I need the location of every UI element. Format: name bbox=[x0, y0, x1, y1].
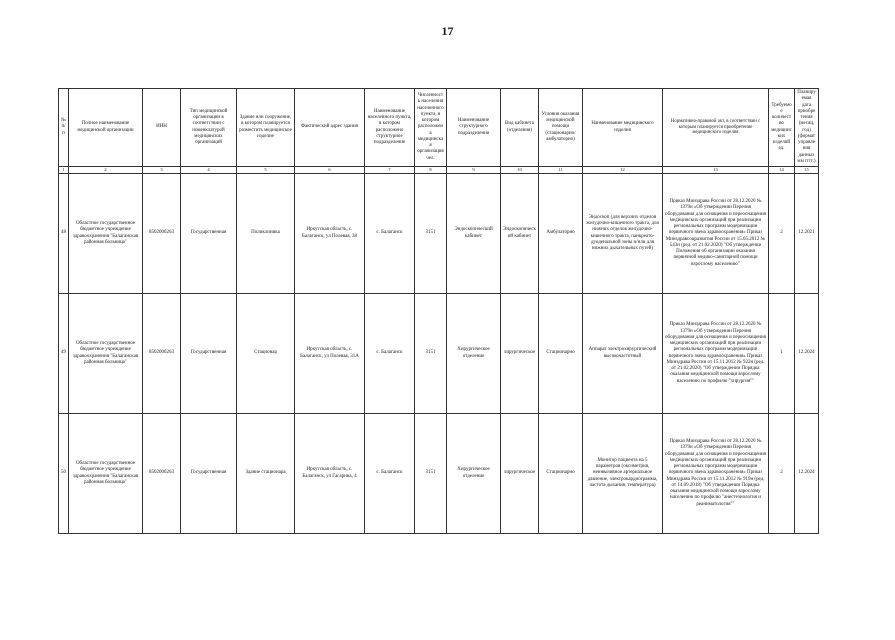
column-number: 4 bbox=[181, 167, 237, 174]
header-cell: № п/п bbox=[59, 89, 69, 167]
column-number: 13 bbox=[663, 167, 769, 174]
cell-cabinet: Эндоскопический кабинет bbox=[501, 174, 539, 294]
cell-inn: 8502000263 bbox=[143, 294, 181, 414]
header-cell: Планируемая дата приобретения (месяц, год) (формат управления данных мм гггг.) bbox=[795, 89, 819, 167]
cell-type: Государственная bbox=[181, 414, 237, 534]
column-number: 7 bbox=[365, 167, 415, 174]
cell-qty: 1 bbox=[769, 294, 795, 414]
cell-device: Эндоскоп (для верхних отделов желудочно-кишечного тракта, для нижних отделов желудочно-кишечного тракта, панкреато-дуоденальной зоны и/или для нижних дыхательных путей) bbox=[583, 174, 663, 294]
table-header-row bbox=[59, 89, 819, 167]
column-number: 3 bbox=[143, 167, 181, 174]
column-number: 11 bbox=[539, 167, 583, 174]
table-row bbox=[59, 174, 819, 294]
cell-org: Областное государственное бюджетное учреждение здравоохранения "Балаганская районная больница" bbox=[69, 294, 143, 414]
cell-num: 48 bbox=[59, 174, 69, 294]
header-cell: Наименование населенного пункта, в котором расположено структурное подразделение bbox=[365, 89, 415, 167]
cell-device: Аппарат электрохирургический высокочастотный bbox=[583, 294, 663, 414]
header-cell: Вид кабинета (отделения) bbox=[501, 89, 539, 167]
column-number: 14 bbox=[769, 167, 795, 174]
column-number-row bbox=[59, 167, 819, 174]
header-cell: Тип медицинской организации в соответствии с номенклатурой медицинских организаций bbox=[181, 89, 237, 167]
column-number: 1 bbox=[59, 167, 69, 174]
equipment-table bbox=[58, 88, 819, 534]
cell-locality: с. Балаганск bbox=[365, 414, 415, 534]
header-cell: Нормативно-правовой акт, в соответствии с которым планируется приобретение медицинского изделия bbox=[663, 89, 769, 167]
cell-unit: Хирургическое отделение bbox=[447, 294, 501, 414]
column-number: 10 bbox=[501, 167, 539, 174]
column-number: 8 bbox=[415, 167, 447, 174]
header-cell: Численность населения населенного пункта, в котором расположена медицинская организация чел. bbox=[415, 89, 447, 167]
cell-building: Стационар bbox=[237, 294, 295, 414]
cell-act: Приказ Минздрава России от 28.12.2020 № 1379н «Об утверждении Перечня оборудования для оснащения и переоснащения медицинских организаций при реализации региональных программ модернизации первичного звена здравоохранения» Приказ Минздрава России от 15.11.2012 № 922н (ред. от 21.02.2020) "Об утверждении Порядка оказания медицинской помощи взрослому населению по профилю "хирургия"" bbox=[663, 294, 769, 414]
cell-num: 50 bbox=[59, 414, 69, 534]
cell-cabinet: хирургическое bbox=[501, 294, 539, 414]
cell-conditions: Амбулаторно bbox=[539, 174, 583, 294]
table-row bbox=[59, 294, 819, 414]
cell-population: 3151 bbox=[415, 294, 447, 414]
cell-conditions: Стационарно bbox=[539, 414, 583, 534]
cell-inn: 8502000263 bbox=[143, 414, 181, 534]
cell-qty: 2 bbox=[769, 174, 795, 294]
header-cell: Полное наименование медицинской организации bbox=[69, 89, 143, 167]
cell-org: Областное государственное бюджетное учреждение здравоохранения "Балаганская районная больница" bbox=[69, 174, 143, 294]
table-row bbox=[59, 414, 819, 534]
column-number: 9 bbox=[447, 167, 501, 174]
cell-address: Иркутская область, с. Балаганск, ул Гагарина, 4 bbox=[295, 414, 365, 534]
header-cell: Фактический адрес здания bbox=[295, 89, 365, 167]
cell-act: Приказ Минздрава России от 28.12.2020 № 1379н «Об утверждении Перечня оборудования для оснащения и переоснащения медицинских организаций при реализации региональных программ модернизации первичного звена здравоохранения» Приказ Минздравсоцразвития России от 15.05.2012 № 543н (ред. от 21.02.2020) "Об утверждении Положения об организации оказания первичной медико-санитарной помощи взрослому населению" bbox=[663, 174, 769, 294]
header-cell: Здание или сооружение, в котором планируется разместить медицинское изделие bbox=[237, 89, 295, 167]
cell-population: 3151 bbox=[415, 174, 447, 294]
header-cell: Наименование медицинского изделия bbox=[583, 89, 663, 167]
cell-inn: 8502000263 bbox=[143, 174, 181, 294]
cell-type: Государственная bbox=[181, 174, 237, 294]
cell-device: Монитор пациента на 5 параметров (оксиметрия, неинвазивное артериальное давление, электрокардиограмма, частота дыхания, температура) bbox=[583, 414, 663, 534]
cell-num: 49 bbox=[59, 294, 69, 414]
cell-type: Государственная bbox=[181, 294, 237, 414]
header-cell: Требуемое количество медицинских изделий ед. bbox=[769, 89, 795, 167]
cell-date: 12.2024 bbox=[795, 414, 819, 534]
header-cell: Условия оказания медицинской помощи (стационарно/амбулаторно) bbox=[539, 89, 583, 167]
cell-date: 12.2024 bbox=[795, 294, 819, 414]
cell-building: Здание стационара bbox=[237, 414, 295, 534]
cell-act: Приказ Минздрава России от 28.12.2020 № 1379н «Об утверждении Перечня оборудования для оснащения и переоснащения медицинских организаций при реализации региональных программ модернизации первичного звена здравоохранения» Приказ Минздрава России от 15.11.2012 № 919н (ред. от 14.09.2018) "Об утверждении Порядка оказания медицинской помощи взрослому населению по профилю "анестезиология и реаниматология"" bbox=[663, 414, 769, 534]
cell-locality: с. Балаганск bbox=[365, 174, 415, 294]
cell-date: 12.2021 bbox=[795, 174, 819, 294]
cell-unit: Эндоскопический кабинет bbox=[447, 174, 501, 294]
column-number: 5 bbox=[237, 167, 295, 174]
column-number: 6 bbox=[295, 167, 365, 174]
cell-conditions: Стационарно bbox=[539, 294, 583, 414]
cell-cabinet: хирургическое bbox=[501, 414, 539, 534]
cell-address: Иркутская область, с. Балаганск, ул Полевая, 31А bbox=[295, 294, 365, 414]
cell-population: 3151 bbox=[415, 414, 447, 534]
cell-unit: Хирургическое отделение bbox=[447, 414, 501, 534]
column-number: 2 bbox=[69, 167, 143, 174]
column-number: 12 bbox=[583, 167, 663, 174]
header-cell: Наименование структурного подразделения bbox=[447, 89, 501, 167]
header-cell: ИНН bbox=[143, 89, 181, 167]
cell-locality: с. Балаганск bbox=[365, 294, 415, 414]
column-number: 15 bbox=[795, 167, 819, 174]
cell-qty: 2 bbox=[769, 414, 795, 534]
cell-org: Областное государственное бюджетное учреждение здравоохранения "Балаганская районная больница" bbox=[69, 414, 143, 534]
cell-building: Поликлиника bbox=[237, 174, 295, 294]
cell-address: Иркутская область, с. Балаганск, ул Полевая, 38 bbox=[295, 174, 365, 294]
page-number: 17 bbox=[441, 24, 454, 38]
